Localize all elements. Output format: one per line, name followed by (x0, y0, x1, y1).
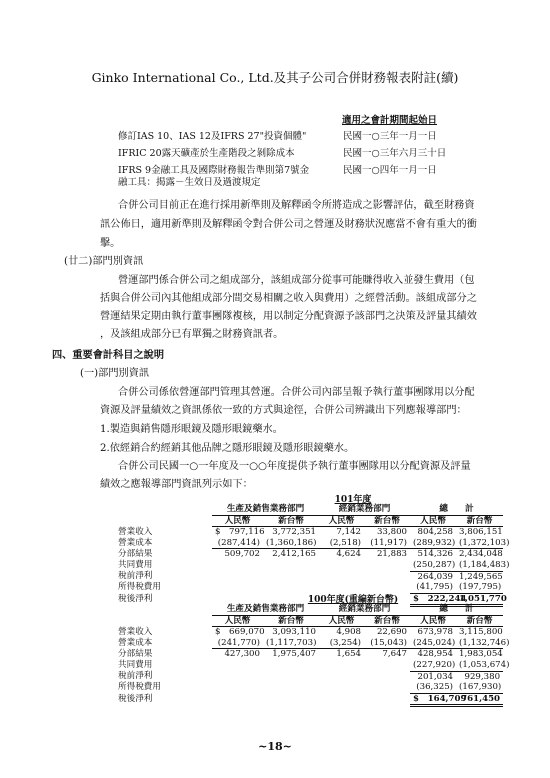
row-label: 營業成本 (118, 638, 153, 649)
group-header: 總 計 (410, 504, 503, 515)
table-cell: (1,117,703) (263, 638, 319, 649)
table-cell: (1,184,483) (456, 560, 503, 571)
table-cell (263, 571, 319, 582)
table-cell (364, 660, 410, 671)
group-header: 經銷業務部門 (319, 604, 410, 615)
table-cell (263, 660, 319, 671)
subsection-heading: (一)部門別資訊 (80, 368, 150, 379)
table-cell: 804,258 (417, 527, 454, 538)
table-cell: 1,975,407 (272, 649, 317, 660)
table-cell: 427,300 (224, 649, 260, 660)
table-cell (263, 693, 319, 706)
table-cell (319, 660, 364, 671)
currency-header: 新台幣 (456, 615, 503, 627)
table-100-body (118, 626, 510, 706)
table-cell: 21,883 (376, 549, 408, 560)
standard-name-1: 修訂IAS 10、IAS 12及IFRS 27"投資個體" (118, 131, 307, 142)
currency-header: 新台幣 (263, 515, 319, 527)
table-cell: 3,806,151 (459, 527, 503, 538)
table-header-groups (118, 504, 503, 515)
table-cell (263, 560, 319, 571)
table-cell: 1,983,054 (459, 649, 503, 660)
table-cell: $ 164,709 (410, 693, 456, 706)
table-cell (212, 671, 263, 682)
table-cell: (1,053,674) (456, 660, 503, 671)
row-label: 共同費用 (118, 560, 153, 571)
table-cell: 929,380 (464, 671, 501, 682)
table-cell: 3,772,351 (272, 527, 317, 538)
closing-line-2: 績效之應報導部門資訊列示如下： (100, 479, 253, 490)
table-cell: (241,770) (212, 638, 263, 649)
group-header: 經銷業務部門 (319, 504, 410, 515)
table-cell: 4,908 (336, 627, 362, 638)
table-cell: 264,039 (417, 571, 454, 582)
table-cell (364, 571, 410, 582)
table-cell: (1,360,186) (263, 538, 319, 549)
table-cell (212, 660, 263, 671)
effective-date-header: 適用之會計期間起始日 (342, 115, 438, 126)
table-cell (212, 682, 263, 693)
table-cell: 4,624 (336, 549, 362, 560)
table-cell (319, 571, 364, 582)
row-label: 稅前淨利 (118, 571, 153, 582)
segment-line-2: 括與合併公司內其他組成部分間交易相關之收入與費用）之經營活動。該組成部分之 (100, 293, 477, 304)
table-cell (212, 693, 263, 706)
standard-name-2: IFRIC 20露天礦產於生產階段之剝除成本 (118, 148, 295, 159)
currency-header: 新台幣 (456, 515, 503, 527)
table-cell: 428,954 (417, 649, 454, 660)
table-cell: 509,702 (224, 549, 260, 560)
table-cell: (227,920) (410, 660, 456, 671)
currency-header: 新台幣 (364, 515, 410, 527)
table-row (118, 538, 503, 549)
table-cell (319, 560, 364, 571)
table-row (118, 549, 503, 560)
standard-name-3: IFRS 9金融工具及國際財務報告準則第7號金 (118, 165, 310, 176)
table-cell: (245,024) (410, 638, 456, 649)
table-cell (364, 671, 410, 682)
table-cell: 1,249,565 (459, 571, 503, 582)
standard-date-2: 民國一○三年六月三十日 (343, 148, 447, 159)
table-cell: 514,326 (417, 549, 454, 560)
table-header-currency (118, 615, 503, 627)
table-cell: (197,795) (456, 582, 503, 593)
table-cell (263, 682, 319, 693)
table-cell: 7,647 (382, 649, 408, 660)
table-row (118, 660, 503, 671)
table-row (118, 571, 503, 582)
document-title: Ginko International Co., Ltd.及其子公司合併財務報表附註(續) (91, 70, 459, 85)
table-cell: 201,034 (417, 671, 454, 682)
currency-header: 人民幣 (319, 515, 364, 527)
table-cell (319, 693, 364, 706)
table-cell: 673,978 (417, 627, 454, 638)
note-line-3: 擊。 (100, 238, 121, 249)
table-cell: 3,093,110 (272, 627, 317, 638)
row-label: 稅前淨利 (118, 671, 153, 682)
table-cell: (250,287) (410, 560, 456, 571)
table-cell (319, 671, 364, 682)
group-header: 生產及銷售業務部門 (212, 504, 319, 515)
table-cell: 22,690 (376, 627, 408, 638)
row-label: 營業成本 (118, 538, 153, 549)
table-cell: (11,917) (364, 538, 410, 549)
segment-line-1: 營運部門係合併公司之組成部分，該組成部分從事可能賺得收入並發生費用（包 (118, 275, 475, 286)
table-cell: 33,800 (376, 527, 408, 538)
table-header-currency (118, 515, 503, 527)
table-row (118, 649, 503, 660)
row-label: 所得稅費用 (118, 582, 161, 593)
table-cell (364, 693, 410, 706)
row-label: 分部結果 (118, 549, 153, 560)
table-row (118, 693, 503, 706)
group-header: 生產及銷售業務部門 (212, 604, 319, 615)
currency-header: 人民幣 (212, 515, 263, 527)
table-cell: 2,412,165 (272, 549, 317, 560)
page-number: ~18~ (258, 740, 292, 753)
table-cell: 1,051,770 (456, 593, 503, 606)
table-cell: 3,115,800 (459, 627, 503, 638)
currency-header: 人民幣 (410, 515, 456, 527)
row-label: 所得稅費用 (118, 682, 161, 693)
table-row (118, 527, 503, 538)
table-101-year: 101年度 (334, 495, 372, 505)
table-cell: $ 669,070 (215, 627, 265, 638)
table-cell (263, 671, 319, 682)
standard-date-3: 民國一○四年一月一日 (343, 165, 437, 176)
standard-name-3-cont: 融工具：揭露－生效日及過渡規定 (118, 177, 261, 188)
segment-table-100 (118, 604, 510, 707)
segment-line-3: 營運結果定期由執行董事團隊複核，用以制定分配資源予該部門之決策及評量其績效 (100, 311, 477, 322)
closing-line-1: 合併公司民國一○一年度及一○○年度提供予執行董事團隊用以分配資源及評量 (118, 461, 471, 472)
table-cell: (1,372,103) (456, 538, 503, 549)
standard-date-1: 民國一○三年一月一日 (343, 131, 437, 142)
segment-heading: (廿二)部門別資訊 (64, 256, 144, 267)
table-cell: $ 222,244 (410, 593, 456, 606)
table-cell: 1,654 (336, 649, 362, 660)
table-100-year: 100年度(重編新台幣) (307, 595, 399, 605)
section-line-2: 資源及評量績效之資訊係依一致的方式與途徑，合併公司辨識出下列應報導部門： (100, 405, 467, 416)
table-cell: (167,930) (456, 682, 503, 693)
table-cell: (41,795) (410, 582, 456, 593)
table-cell: (3,254) (319, 638, 364, 649)
row-label: 營業收入 (118, 626, 153, 637)
table-cell: (287,414) (212, 538, 263, 549)
row-label: 稅後淨利 (118, 594, 153, 605)
table-cell (364, 560, 410, 571)
section-line-1: 合併公司係依營運部門管理其營運。合併公司內部呈報予執行董事團隊用以分配 (118, 387, 475, 398)
table-cell: $ 797,116 (215, 527, 265, 538)
table-cell (319, 682, 364, 693)
group-header: 總 計 (410, 604, 503, 615)
table-cell (212, 571, 263, 582)
table-cell: (289,932) (410, 538, 456, 549)
row-label: 共同費用 (118, 660, 153, 671)
table-cell: 7,142 (336, 527, 362, 538)
table-cell: (36,325) (410, 682, 456, 693)
table-row (118, 638, 503, 649)
table-cell: 761,450 (456, 693, 503, 706)
currency-header: 人民幣 (319, 615, 364, 627)
note-line-1: 合併公司目前正在進行採用新準則及解釋函令所將造成之影響評估，截至財務資 (118, 200, 475, 211)
table-cell (364, 682, 410, 693)
table-row (118, 627, 503, 638)
table-row (118, 560, 503, 571)
row-label: 稅後淨利 (118, 694, 153, 705)
table-cell: (2,518) (319, 538, 364, 549)
row-label: 分部結果 (118, 649, 153, 660)
segment-item-1: 1.製造與銷售隱形眼鏡及隱形眼鏡藥水。 (100, 424, 283, 435)
note-line-2: 訊公佈日，適用新準則及解釋函令對合併公司之營運及財務狀況應當不會有重大的衝 (100, 219, 477, 230)
table-row (118, 671, 503, 682)
table-row (118, 682, 503, 693)
table-cell (212, 560, 263, 571)
row-label: 營業收入 (118, 526, 153, 537)
table-cell: (15,043) (364, 638, 410, 649)
table-cell: (1,132,746) (456, 638, 503, 649)
currency-header: 人民幣 (410, 615, 456, 627)
table-cell: 2,434,048 (459, 549, 503, 560)
section-heading: 四、重要會計科目之說明 (52, 349, 165, 361)
table-header-groups (118, 604, 503, 615)
segment-item-2: 2.依經銷合約經銷其他品牌之隱形眼鏡及隱形眼鏡藥水。 (100, 443, 355, 454)
currency-header: 人民幣 (212, 615, 263, 627)
currency-header: 新台幣 (364, 615, 410, 627)
currency-header: 新台幣 (263, 615, 319, 627)
segment-line-4: ，及該組成部分已有單獨之財務資訊者。 (100, 329, 284, 340)
